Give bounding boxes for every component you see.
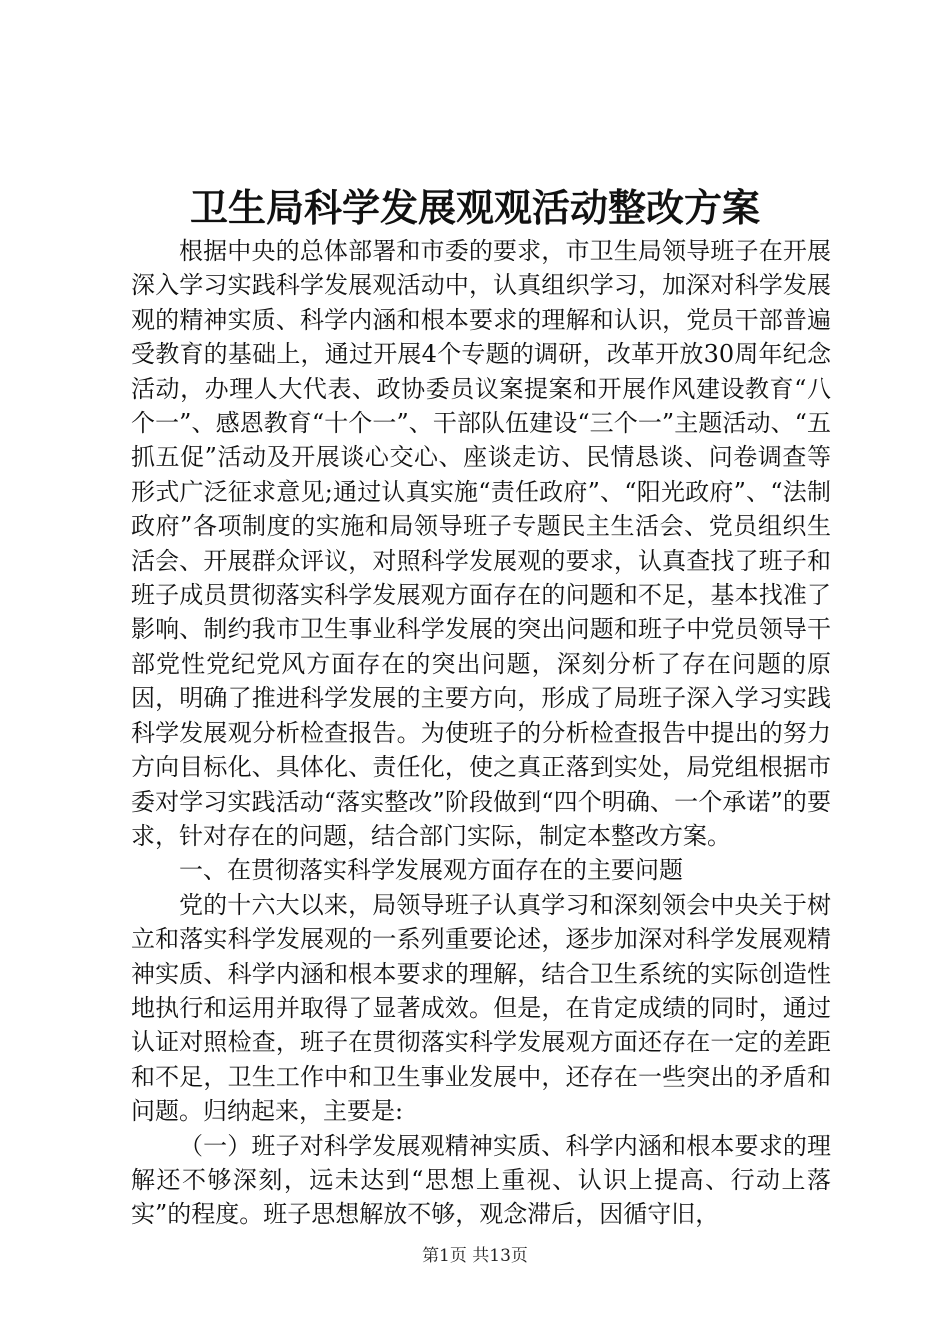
section-heading-1: 一、在贯彻落实科学发展观方面存在的主要问题 [179, 856, 683, 885]
paragraph-section-1: 党的十六大以来，局领导班子认真学习和深刻领会中央关于树立和落实科学发展观的一系列重要论述，逐步加深对科学发展观精神实质、科学内涵和根本要求的理解，结合卫生系统的实际创造性地执行和运用并取得了显著成效。但是，在肯定成绩的同时，通过认证对照检查，班子在贯彻落实科学发展观方面还存在一定的差距和不足，卫生工作中和卫生事业发展中，还存在一些突出的矛盾和问题。归纳起来，主要是: [131, 890, 831, 1126]
paragraph-subsection-1: （一）班子对科学发展观精神实质、科学内涵和根本要求的理解还不够深刻，远未达到“思想上重视、认识上提高、行动上落实”的程度。班子思想解放不够，观念滞后，因循守旧， [131, 1131, 831, 1229]
document-body [131, 234, 831, 1232]
paragraph-intro: 根据中央的总体部署和市委的要求，市卫生局领导班子在开展深入学习实践科学发展观活动中，认真组织学习，加深对科学发展观的精神实质、科学内涵和根本要求的理解和认识，党员干部普遍受教育的基础上，通过开展4个专题的调研，改革开放30周年纪念活动，办理人大代表、政协委员议案提案和开展作风建设教育“八个一”、感恩教育“十个一”、干部队伍建设“三个一”主题活动、“五抓五促”活动及开展谈心交心、座谈走访、民情恳谈、问卷调查等形式广泛征求意见;通过认真实施“责任政府”、“阳光政府”、“法制政府”各项制度的实施和局领导班子专题民主生活会、党员组织生活会、开展群众评议，对照科学发展观的要求，认真查找了班子和班子成员贯彻落实科学发展观方面存在的问题和不足，基本找准了影响、制约我市卫生事业科学发展的突出问题和班子中党员领导干部党性党纪党风方面存在的突出问题，深刻分析了存在问题的原因，明确了推进科学发展的主要方向，形成了局班子深入学习实践科学发展观分析检查报告。为使班子的分析检查报告中提出的努力方向目标化、具体化、责任化，使之真正落到实处，局党组根据市委对学习实践活动“落实整改”阶段做到“四个明确、一个承诺”的要求，针对存在的问题，结合部门实际，制定本整改方案。 [131, 237, 831, 850]
document-title: 卫生局科学发展观观活动整改方案 [189, 185, 760, 230]
page-footer: 第1页 共13页 [422, 1246, 528, 1266]
